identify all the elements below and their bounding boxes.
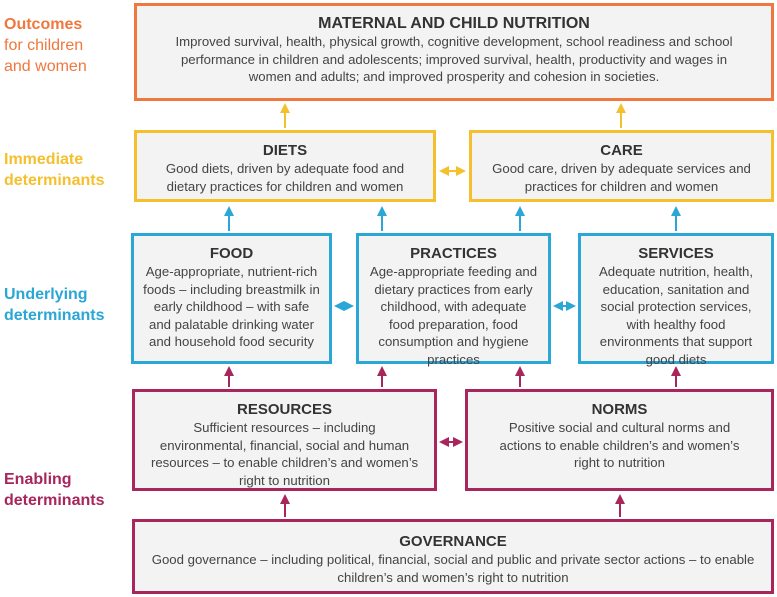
- resources-title: RESOURCES: [236, 401, 333, 418]
- diets-text: Good diets, driven by adequate food and dietary practices for children and women: [165, 161, 405, 194]
- outcomes-label-line2: for children: [4, 37, 84, 54]
- underlying-label-line2: determinants: [4, 307, 105, 324]
- practices-text: Age-appropriate feeding and dietary practices from early childhood, with adequate food preparation, food consumption and hygiene practices: [369, 264, 538, 367]
- maternal-child-nutrition-title: MATERNAL AND CHILD NUTRITION: [318, 15, 590, 32]
- norms-title: NORMS: [591, 401, 648, 418]
- governance-title: GOVERNANCE: [399, 533, 507, 550]
- immediate-label-line1: Immediate: [4, 151, 84, 168]
- food-title: FOOD: [209, 245, 254, 262]
- diets-title: DIETS: [262, 142, 308, 159]
- enabling-label-line1: Enabling: [4, 471, 72, 488]
- norms-text: Positive social and cultural norms and actions to enable children’s and women’s right to nutrition: [499, 420, 740, 470]
- immediate-label-line2: determinants: [4, 172, 105, 189]
- outcomes-label-line1: Outcomes: [4, 16, 83, 33]
- services-title: SERVICES: [638, 245, 714, 262]
- services-text: Adequate nutrition, health, education, sanitation and social protection services, with healthy food environments that support good diets: [599, 264, 753, 367]
- outcomes-label-line3: and women: [4, 58, 87, 75]
- resources-text: Sufficient resources – including environmental, financial, social and human resources – to enable children’s and women’s right to nutrition: [150, 420, 419, 488]
- maternal-child-nutrition-text: Improved survival, health, physical growth, cognitive development, school readiness and school performance in children and adolescents; improved survival, health, productivity and wages in women and adults; and improved prosperity and cohesion in societies.: [175, 34, 733, 84]
- care-title: CARE: [600, 142, 643, 159]
- governance-text: Good governance – including political, financial, social and public and private sector actions – to enable children’s and women’s right to nutrition: [151, 552, 755, 585]
- food-text: Age-appropriate, nutrient-rich foods – including breastmilk in early childhood – with safe and palatable drinking water and household food security: [143, 264, 320, 349]
- underlying-label-line1: Underlying: [4, 286, 88, 303]
- care-text: Good care, driven by adequate services and practices for children and women: [492, 161, 751, 194]
- practices-title: PRACTICES: [410, 245, 497, 262]
- enabling-label-line2: determinants: [4, 492, 105, 509]
